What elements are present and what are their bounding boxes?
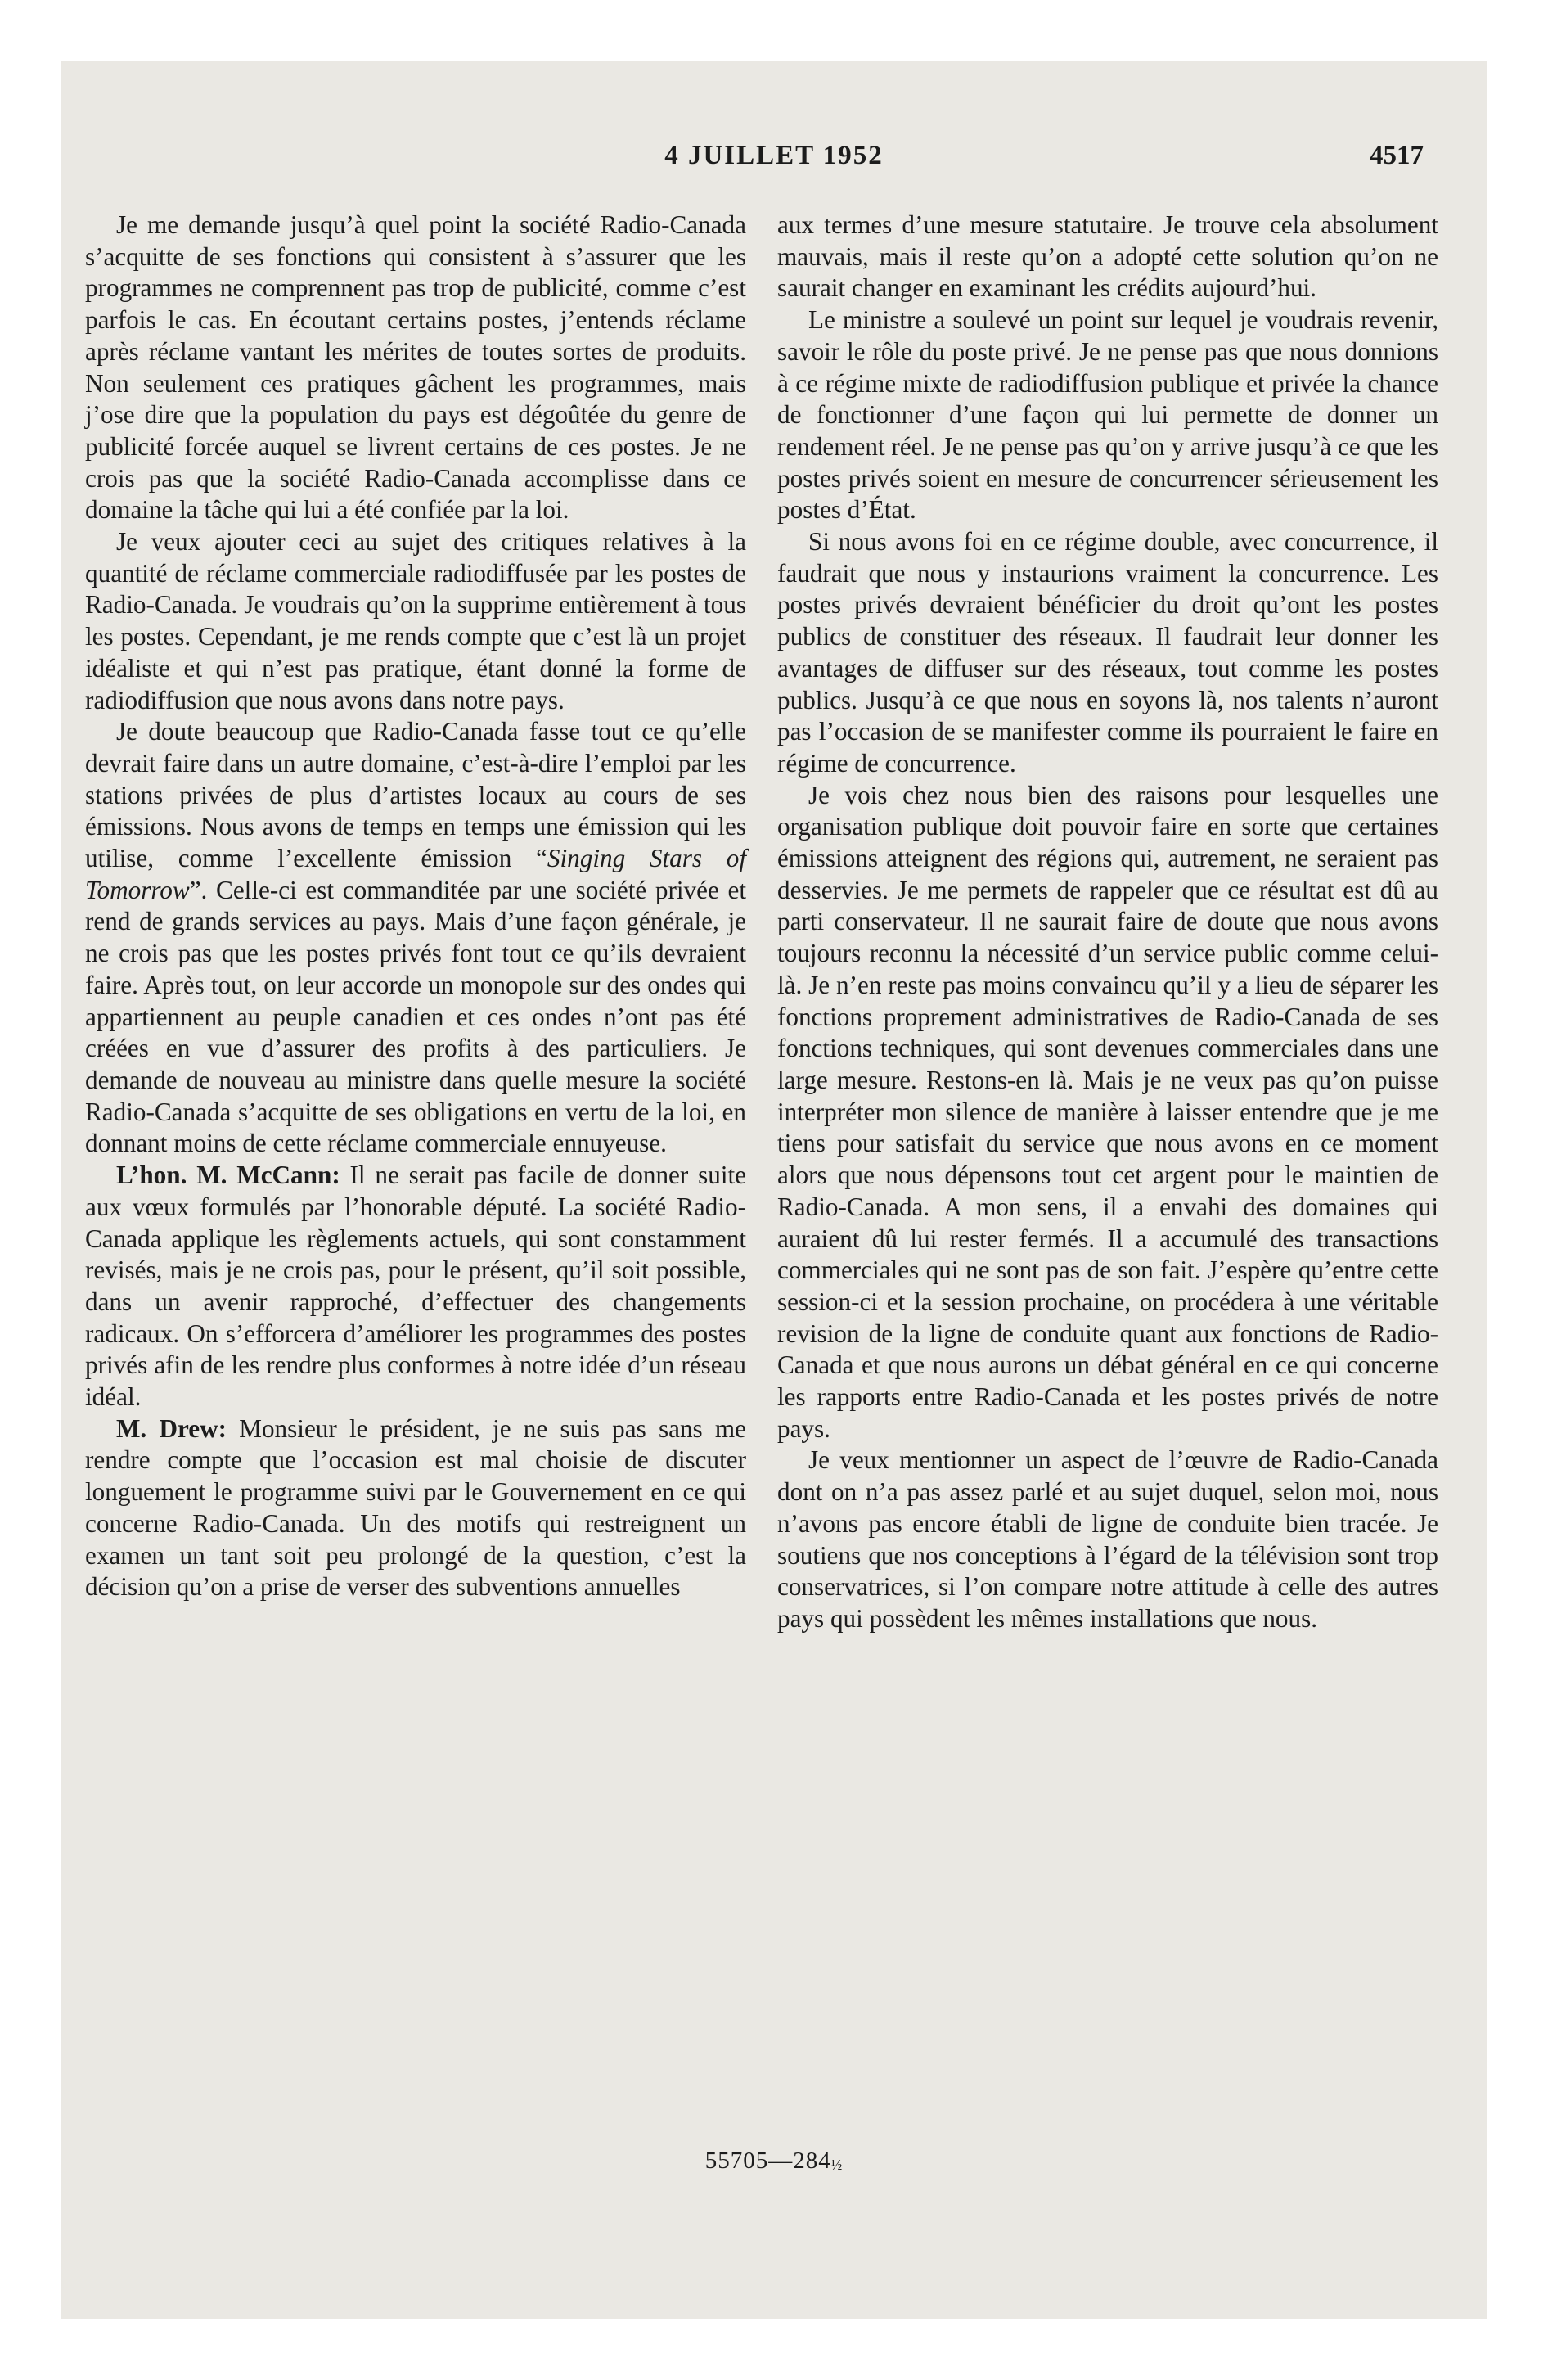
- right-column: [777, 210, 1438, 1635]
- paragraph-text: ”. Celle-ci est commanditée par une société privée et rend de grands services au pays. Mais d’une façon générale, je ne crois pas que les postes privés font tout ce qu’ils devraient faire. Après tout, on leur accorde un monopole sur des ondes qui appartiennent au peuple canadien et ces ondes n’ont pas été créées en vue d’assurer des profits à des particuliers. Je demande de nouveau au ministre dans quelle mesure la société Radio-Canada s’acquitte de ses obligations en vertu de la loi, en donnant moins de cette réclame commerciale ennuyeuse.: [85, 875, 746, 1158]
- paragraph: [777, 210, 1438, 304]
- page-footer: [0, 2148, 1548, 2175]
- paragraph-text: Je veux mentionner un aspect de l’œuvre de Radio-Canada dont on n’a pas assez parlé et au sujet duquel, selon moi, nous n’avons pas encore établi de ligne de conduite bien tracée. Je soutiens que nos conceptions à l’égard de la télévision sont trop conservatrices, si l’on compare notre attitude à celle des autres pays qui possèdent les mêmes installations que nous.: [777, 1445, 1438, 1633]
- paragraph-text: aux termes d’une mesure statutaire. Je trouve cela absolument mauvais, mais il reste qu’on a adopté cette solution qu’on ne saurait changer en examinant les crédits aujourd’hui.: [777, 210, 1438, 303]
- paragraph: [777, 780, 1438, 1445]
- paragraph-text: Monsieur le président, je ne suis pas sans me rendre compte que l’occasion est mal choisie de discuter longuement le programme suivi par le Gouvernement en ce qui concerne Radio-Canada. Un des motifs qui restreignent un examen un tant soit peu prolongé de la question, c’est la décision qu’on a prise de verser des subventions annuelles: [85, 1413, 746, 1602]
- paragraph-text: Si nous avons foi en ce régime double, avec concurrence, il faudrait que nous y instaurions vraiment la concurrence. Les postes privés devraient bénéficier du droit qu’ont les postes publics de constituer des réseaux. Il faudrait leur donner les avantages de diffuser sur des réseaux, tout comme les postes publics. Jusqu’à ce que nous en soyons là, nos talents n’auront pas l’occasion de se manifester comme ils pourraient le faire en régime de concurrence.: [777, 527, 1438, 778]
- paragraph-text: Il ne serait pas facile de donner suite aux vœux formulés par l’honorable député. La société Radio-Canada applique les règlements actuels, qui sont constamment revisés, mais je ne crois pas, pour le présent, qu’il soit possible, dans un avenir rapproché, d’effectuer des changements radicaux. On s’efforcera d’améliorer les programmes des postes privés afin de les rendre plus conformes à notre idée d’un réseau idéal.: [85, 1161, 746, 1412]
- page-number: 4517: [1370, 141, 1424, 170]
- left-column: [85, 210, 746, 1603]
- paragraph: [85, 210, 746, 526]
- speaker-name: M. Drew:: [116, 1413, 227, 1443]
- paragraph: [85, 1160, 746, 1413]
- paragraph: [85, 716, 746, 1160]
- paragraph: [777, 526, 1438, 780]
- paragraph: [85, 1413, 746, 1603]
- header-date: 4 JUILLET 1952: [664, 141, 884, 170]
- paragraph-text: Je veux ajouter ceci au sujet des critiques relatives à la quantité de réclame commerciale radiodiffusée par les postes de Radio-Canada. Je voudrais qu’on la supprime entièrement à tous les postes. Cependant, je me rends compte que c’est là un projet idéaliste et qui n’est pas pratique, étant donné la forme de radiodiffusion que nous avons dans notre pays.: [85, 527, 746, 714]
- print-code: 55705—284: [704, 2148, 831, 2174]
- paragraph: [85, 526, 746, 716]
- print-code-fraction: ½: [830, 2157, 844, 2173]
- program-title: Singing Stars of Tomorrow: [85, 844, 746, 904]
- paragraph-text: Je me demande jusqu’à quel point la société Radio-Canada s’acquitte de ses fonctions qui consistent à s’assurer que les programmes ne comprennent pas trop de publicité, comme c’est parfois le cas. En écoutant certains postes, j’entends réclame après réclame vantant les mérites de toutes sortes de produits. Non seulement ces pratiques gâchent les programmes, mais j’ose dire que la population du pays est dégoûtée du genre de publicité forcée auquel se livrent certains de ces postes. Je ne crois pas que la société Radio-Canada accomplisse dans ce domaine la tâche qui lui a été confiée par la loi.: [85, 210, 746, 525]
- paragraph-text: Je vois chez nous bien des raisons pour lesquelles une organisation publique doit pouvoir faire en sorte que certaines émissions atteignent des régions qui, autrement, ne seraient pas desservies. Je me permets de rappeler que ce résultat est dû au parti conservateur. Il ne saurait faire de doute que nous avons toujours reconnu la nécessité d’un service public comme celui-là. Je n’en reste pas moins convaincu qu’il y a lieu de séparer les fonctions proprement administratives de Radio-Canada de ses fonctions techniques, qui sont devenues commerciales dans une large mesure. Restons-en là. Mais je ne veux pas qu’on puisse interpréter mon silence de manière à laisser entendre que je me tiens pour satisfait du service que nous avons en ce moment alors que nous dépensons tout cet argent pour le maintien de Radio-Canada. A mon sens, il a envahi des domaines qui auraient dû lui rester fermés. Il a accumulé des transactions commerciales qui ne sont pas de son fait. J’espère qu’entre cette session-ci et la session prochaine, on procédera à une véritable revision de la ligne de conduite quant aux fonctions de Radio-Canada et que nous aurons un débat général en ce qui concerne les rapports entre Radio-Canada et les postes privés de notre pays.: [777, 780, 1438, 1443]
- paragraph: [777, 304, 1438, 526]
- speaker-name: L’hon. M. McCann:: [116, 1161, 340, 1190]
- page-header: [0, 141, 1548, 177]
- paragraph-text: Je doute beaucoup que Radio-Canada fasse tout ce qu’elle devrait faire dans un autre domaine, c’est-à-dire l’emploi par les stations privées de plus d’artistes locaux au cours de ses émissions. Nous avons de temps en temps une émission qui les utilise, comme l’excellente émission “: [85, 717, 746, 873]
- paragraph-text: Le ministre a soulevé un point sur lequel je voudrais revenir, savoir le rôle du poste privé. Je ne pense pas que nous donnions à ce régime mixte de radiodiffusion publique et privée la chance de fonctionner d’une façon qui lui permette de donner un rendement réel. Je ne pense pas qu’on y arrive jusqu’à ce que les postes privés soient en mesure de concurrencer sérieusement les postes d’État.: [777, 305, 1438, 525]
- paragraph: [777, 1445, 1438, 1634]
